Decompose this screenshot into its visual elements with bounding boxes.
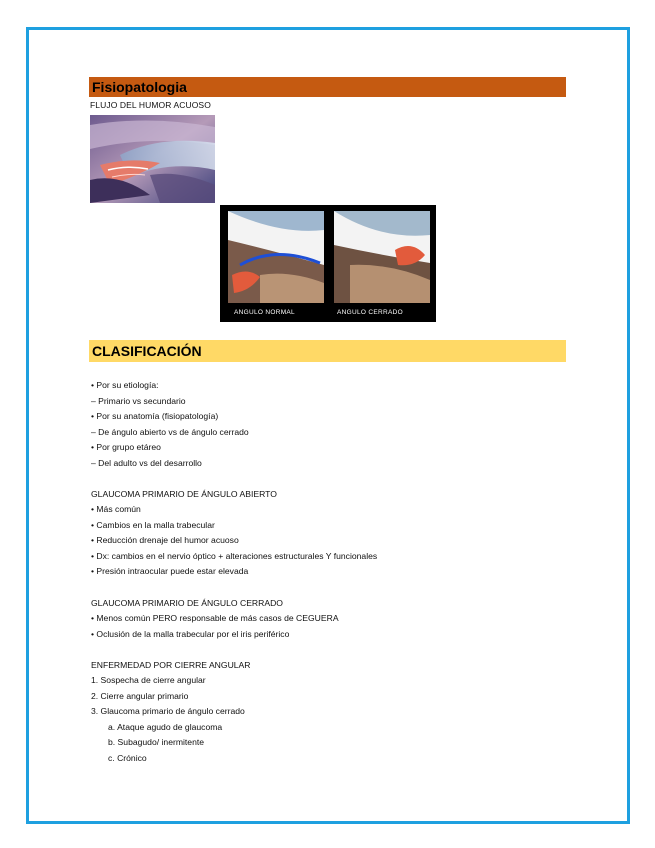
list-item: 2. Cierre angular primario	[91, 691, 189, 701]
list-item: • Cambios en la malla trabecular	[91, 520, 215, 530]
list-item: • Presión intraocular puede estar elevada	[91, 566, 249, 576]
section-title-clasificacion: CLASIFICACIÓN	[89, 340, 566, 362]
label-angulo-normal: ANGULO NORMAL	[234, 309, 295, 316]
heading-angulo-cerrado: GLAUCOMA PRIMARIO DE ÁNGULO CERRADO	[91, 598, 283, 608]
list-item: • Menos común PERO responsable de más casos de CEGUERA	[91, 613, 339, 623]
list-item: – Del adulto vs del desarrollo	[91, 458, 202, 468]
heading-angulo-abierto: GLAUCOMA PRIMARIO DE ÁNGULO ABIERTO	[91, 489, 277, 499]
list-item: • Oclusión de la malla trabecular por el iris periférico	[91, 629, 290, 639]
section-title-fisiopatologia: Fisiopatologia	[89, 77, 566, 97]
list-item: – Primario vs secundario	[91, 396, 186, 406]
list-item: • Dx: cambios en el nervio óptico + alteraciones estructurales Y funcionales	[91, 551, 378, 561]
aqueous-flow-illustration	[90, 115, 215, 203]
subtitle-flujo: FLUJO DEL HUMOR ACUOSO	[90, 100, 211, 110]
list-item: – De ángulo abierto vs de ángulo cerrado	[91, 427, 249, 437]
aqueous-flow-image	[90, 115, 215, 203]
list-item: • Por su etiología:	[91, 380, 159, 390]
label-angulo-cerrado: ANGULO CERRADO	[337, 309, 403, 316]
list-item: • Por grupo etáreo	[91, 442, 161, 452]
list-subitem: c. Crónico	[108, 753, 147, 763]
list-item: • Reducción drenaje del humor acuoso	[91, 535, 239, 545]
list-item: • Más común	[91, 504, 141, 514]
list-item: • Por su anatomía (fisiopatología)	[91, 411, 219, 421]
list-subitem: b. Subagudo/ inermitente	[108, 737, 205, 747]
angle-comparison-image	[220, 205, 436, 322]
list-item: 3. Glaucoma primario de ángulo cerrado	[91, 706, 245, 716]
heading-cierre-angular: ENFERMEDAD POR CIERRE ANGULAR	[91, 660, 251, 670]
list-subitem: a. Ataque agudo de glaucoma	[108, 722, 223, 732]
angle-comparison-illustration	[220, 205, 436, 322]
list-item: 1. Sospecha de cierre angular	[91, 675, 206, 685]
